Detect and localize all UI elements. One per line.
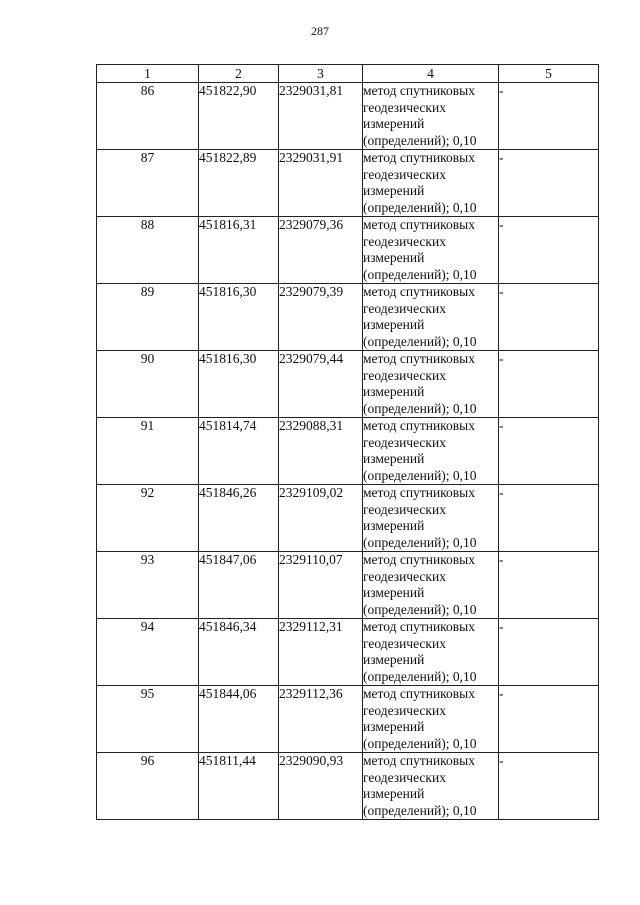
note-cell: - — [499, 284, 599, 351]
method-text-line: (определений); 0,10 — [363, 534, 477, 550]
method-text-line: (определений); 0,10 — [363, 400, 477, 416]
table-row — [97, 351, 599, 418]
column-header-1: 1 — [97, 65, 199, 83]
x-coordinate-cell: 451846,34 — [199, 619, 279, 686]
method-text-line: метод спутниковых — [363, 753, 475, 768]
method-text-line: геодезических — [363, 501, 446, 517]
method-cell — [363, 83, 499, 150]
method-text-line: (определений); 0,10 — [363, 467, 477, 483]
method-text-line: метод спутниковых — [363, 619, 475, 634]
table-body — [97, 83, 599, 820]
method-cell — [363, 485, 499, 552]
method-cell — [363, 619, 499, 686]
point-number-cell: 94 — [97, 619, 199, 686]
y-coordinate-cell: 2329109,02 — [279, 485, 363, 552]
table-row — [97, 753, 599, 820]
table-row — [97, 418, 599, 485]
y-coordinate-cell: 2329079,44 — [279, 351, 363, 418]
header-row — [97, 65, 599, 83]
method-text-line: метод спутниковых — [363, 351, 475, 366]
table-header — [97, 65, 599, 83]
method-text-line: метод спутниковых — [363, 83, 475, 98]
method-text-line: геодезических — [363, 434, 446, 450]
method-text-line: геодезических — [363, 300, 446, 316]
method-text-line: (определений); 0,10 — [363, 802, 477, 818]
table-row — [97, 686, 599, 753]
method-text-line: (определений); 0,10 — [363, 333, 477, 349]
column-header-5: 5 — [499, 65, 599, 83]
method-text-line: измерений — [363, 250, 425, 265]
x-coordinate-cell: 451816,31 — [199, 217, 279, 284]
method-text-line: геодезических — [363, 568, 446, 584]
method-cell — [363, 150, 499, 217]
point-number-cell: 93 — [97, 552, 199, 619]
table-row — [97, 485, 599, 552]
method-text-line: геодезических — [363, 769, 446, 785]
page-number: 287 — [311, 24, 329, 38]
x-coordinate-cell: 451811,44 — [199, 753, 279, 820]
y-coordinate-cell: 2329090,93 — [279, 753, 363, 820]
method-text-line: метод спутниковых — [363, 418, 475, 433]
method-cell — [363, 418, 499, 485]
point-number-cell: 88 — [97, 217, 199, 284]
y-coordinate-cell: 2329031,81 — [279, 83, 363, 150]
method-text-line: геодезических — [363, 367, 446, 383]
x-coordinate-cell: 451822,89 — [199, 150, 279, 217]
method-cell — [363, 284, 499, 351]
note-cell: - — [499, 686, 599, 753]
method-cell — [363, 686, 499, 753]
note-cell: - — [499, 418, 599, 485]
x-coordinate-cell: 451816,30 — [199, 351, 279, 418]
method-cell — [363, 753, 499, 820]
point-number-cell: 90 — [97, 351, 199, 418]
method-text-line: измерений — [363, 384, 425, 399]
y-coordinate-cell: 2329031,91 — [279, 150, 363, 217]
method-text-line: геодезических — [363, 99, 446, 115]
y-coordinate-cell: 2329079,36 — [279, 217, 363, 284]
x-coordinate-cell: 451816,30 — [199, 284, 279, 351]
method-text-line: геодезических — [363, 702, 446, 718]
method-text-line: метод спутниковых — [363, 686, 475, 701]
method-text-line: измерений — [363, 719, 425, 734]
method-text-line: (определений); 0,10 — [363, 199, 477, 215]
point-number-cell: 89 — [97, 284, 199, 351]
coordinates-table — [96, 64, 599, 820]
note-cell: - — [499, 351, 599, 418]
method-text-line: метод спутниковых — [363, 217, 475, 232]
method-text-line: измерений — [363, 518, 425, 533]
note-cell: - — [499, 217, 599, 284]
table-row — [97, 619, 599, 686]
method-text-line: геодезических — [363, 166, 446, 182]
method-text-line: метод спутниковых — [363, 284, 475, 299]
x-coordinate-cell: 451844,06 — [199, 686, 279, 753]
method-text-line: (определений); 0,10 — [363, 132, 477, 148]
table-row — [97, 150, 599, 217]
method-text-line: измерений — [363, 585, 425, 600]
method-cell — [363, 217, 499, 284]
method-text-line: (определений); 0,10 — [363, 668, 477, 684]
y-coordinate-cell: 2329088,31 — [279, 418, 363, 485]
point-number-cell: 87 — [97, 150, 199, 217]
note-cell: - — [499, 753, 599, 820]
method-text-line: измерений — [363, 652, 425, 667]
note-cell: - — [499, 619, 599, 686]
method-text-line: измерений — [363, 116, 425, 131]
note-cell: - — [499, 150, 599, 217]
method-text-line: измерений — [363, 317, 425, 332]
method-cell — [363, 351, 499, 418]
point-number-cell: 86 — [97, 83, 199, 150]
method-text-line: метод спутниковых — [363, 552, 475, 567]
point-number-cell: 92 — [97, 485, 199, 552]
column-header-3: 3 — [279, 65, 363, 83]
method-text-line: измерений — [363, 183, 425, 198]
note-cell: - — [499, 83, 599, 150]
method-text-line: измерений — [363, 786, 425, 801]
method-text-line: метод спутниковых — [363, 485, 475, 500]
note-cell: - — [499, 552, 599, 619]
column-header-4: 4 — [363, 65, 499, 83]
method-cell — [363, 552, 499, 619]
x-coordinate-cell: 451822,90 — [199, 83, 279, 150]
note-cell: - — [499, 485, 599, 552]
method-text-line: геодезических — [363, 635, 446, 651]
x-coordinate-cell: 451846,26 — [199, 485, 279, 552]
method-text-line: (определений); 0,10 — [363, 601, 477, 617]
table-row — [97, 284, 599, 351]
point-number-cell: 96 — [97, 753, 199, 820]
x-coordinate-cell: 451814,74 — [199, 418, 279, 485]
point-number-cell: 95 — [97, 686, 199, 753]
method-text-line: (определений); 0,10 — [363, 266, 477, 282]
column-header-2: 2 — [199, 65, 279, 83]
y-coordinate-cell: 2329110,07 — [279, 552, 363, 619]
method-text-line: (определений); 0,10 — [363, 735, 477, 751]
method-text-line: измерений — [363, 451, 425, 466]
method-text-line: геодезических — [363, 233, 446, 249]
table-row — [97, 217, 599, 284]
y-coordinate-cell: 2329079,39 — [279, 284, 363, 351]
y-coordinate-cell: 2329112,31 — [279, 619, 363, 686]
x-coordinate-cell: 451847,06 — [199, 552, 279, 619]
table-row — [97, 83, 599, 150]
y-coordinate-cell: 2329112,36 — [279, 686, 363, 753]
point-number-cell: 91 — [97, 418, 199, 485]
table-row — [97, 552, 599, 619]
method-text-line: метод спутниковых — [363, 150, 475, 165]
